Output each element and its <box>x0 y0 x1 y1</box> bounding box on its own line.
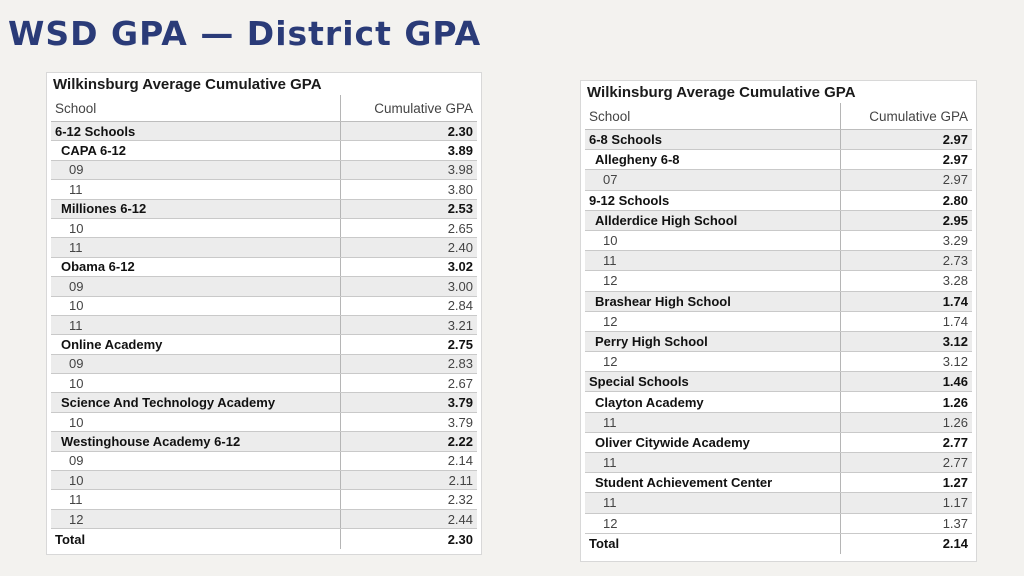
grade-row[interactable] <box>585 493 972 513</box>
row-label: Allegheny 6-8 <box>585 150 840 170</box>
left-gpa-table <box>51 95 477 549</box>
row-gpa-value: 3.89 <box>341 141 477 160</box>
column-header-gpa[interactable]: Cumulative GPA <box>341 95 477 122</box>
row-gpa-value: 1.26 <box>840 392 972 412</box>
row-label: Brashear High School <box>585 291 840 311</box>
row-label: Online Academy <box>51 335 341 354</box>
row-gpa-value: 3.02 <box>341 257 477 276</box>
row-gpa-value: 3.98 <box>341 160 477 179</box>
row-gpa-value: 2.67 <box>341 374 477 393</box>
grade-row[interactable] <box>585 311 972 331</box>
row-label: 11 <box>585 493 840 513</box>
row-gpa-value: 3.12 <box>840 331 972 351</box>
row-label: 11 <box>51 490 341 509</box>
grade-row[interactable] <box>51 315 477 334</box>
row-gpa-value: 1.27 <box>840 473 972 493</box>
row-label: 10 <box>51 412 341 431</box>
table-header-row <box>585 103 972 130</box>
row-gpa-value: 1.37 <box>840 513 972 533</box>
grade-row[interactable] <box>51 238 477 257</box>
school-row[interactable] <box>585 291 972 311</box>
row-label: 12 <box>51 509 341 528</box>
row-label: 09 <box>51 160 341 179</box>
row-label: 9-12 Schools <box>585 190 840 210</box>
grade-row[interactable] <box>51 509 477 528</box>
row-gpa-value: 2.11 <box>341 471 477 490</box>
group-row[interactable] <box>585 190 972 210</box>
grade-row[interactable] <box>51 490 477 509</box>
school-row[interactable] <box>51 199 477 218</box>
total-label: Total <box>585 533 840 554</box>
column-header-school[interactable]: School <box>51 95 341 122</box>
school-row[interactable] <box>51 335 477 354</box>
row-gpa-value: 2.65 <box>341 218 477 237</box>
row-gpa-value: 1.17 <box>840 493 972 513</box>
row-label: 11 <box>585 453 840 473</box>
right-gpa-table <box>585 103 972 554</box>
row-label: 09 <box>51 277 341 296</box>
row-gpa-value: 1.46 <box>840 372 972 392</box>
left-table-title: Wilkinsburg Average Cumulative GPA <box>53 76 322 93</box>
right-table-title: Wilkinsburg Average Cumulative GPA <box>587 84 856 101</box>
total-row[interactable] <box>51 529 477 550</box>
row-gpa-value: 2.40 <box>341 238 477 257</box>
row-label: CAPA 6-12 <box>51 141 341 160</box>
row-label: 11 <box>585 412 840 432</box>
row-label: Milliones 6-12 <box>51 199 341 218</box>
column-header-gpa[interactable]: Cumulative GPA <box>840 103 972 130</box>
row-label: 09 <box>51 354 341 373</box>
row-gpa-value: 2.80 <box>840 190 972 210</box>
row-label: 11 <box>51 238 341 257</box>
grade-row[interactable] <box>585 352 972 372</box>
row-label: 10 <box>51 218 341 237</box>
row-gpa-value: 2.73 <box>840 251 972 271</box>
row-label: 10 <box>585 230 840 250</box>
row-label: 10 <box>51 471 341 490</box>
row-gpa-value: 3.79 <box>341 393 477 412</box>
row-label: Allderdice High School <box>585 210 840 230</box>
row-gpa-value: 2.22 <box>341 432 477 451</box>
school-row[interactable] <box>585 150 972 170</box>
row-label: 12 <box>585 352 840 372</box>
table-header-row <box>51 95 477 122</box>
total-row[interactable] <box>585 533 972 554</box>
grade-row[interactable] <box>51 296 477 315</box>
row-label: 09 <box>51 451 341 470</box>
row-label: 10 <box>51 296 341 315</box>
grade-row[interactable] <box>51 218 477 237</box>
total-gpa-value: 2.30 <box>341 529 477 550</box>
row-gpa-value: 3.00 <box>341 277 477 296</box>
school-row[interactable] <box>585 210 972 230</box>
row-gpa-value: 3.29 <box>840 230 972 250</box>
total-gpa-value: 2.14 <box>840 533 972 554</box>
grade-row[interactable] <box>51 354 477 373</box>
row-gpa-value: 3.12 <box>840 352 972 372</box>
row-label: Science And Technology Academy <box>51 393 341 412</box>
row-label: Oliver Citywide Academy <box>585 432 840 452</box>
row-gpa-value: 3.79 <box>341 412 477 431</box>
group-row[interactable] <box>51 122 477 141</box>
row-label: Perry High School <box>585 331 840 351</box>
row-gpa-value: 2.77 <box>840 453 972 473</box>
school-row[interactable] <box>51 257 477 276</box>
row-gpa-value: 1.74 <box>840 311 972 331</box>
row-gpa-value: 3.21 <box>341 315 477 334</box>
row-label: 6-8 Schools <box>585 130 840 150</box>
row-label: 11 <box>585 251 840 271</box>
row-label: Student Achievement Center <box>585 473 840 493</box>
row-gpa-value: 2.32 <box>341 490 477 509</box>
grade-row[interactable] <box>585 170 972 190</box>
group-row[interactable] <box>585 372 972 392</box>
right-table-body <box>585 103 972 554</box>
row-label: 11 <box>51 180 341 199</box>
row-label: 12 <box>585 311 840 331</box>
row-gpa-value: 2.97 <box>840 130 972 150</box>
grade-row[interactable] <box>51 451 477 470</box>
row-label: 11 <box>51 315 341 334</box>
grade-row[interactable] <box>585 513 972 533</box>
row-gpa-value: 2.30 <box>341 122 477 141</box>
row-gpa-value: 2.97 <box>840 170 972 190</box>
left-gpa-table-panel <box>46 72 482 555</box>
row-gpa-value: 2.53 <box>341 199 477 218</box>
row-gpa-value: 2.14 <box>341 451 477 470</box>
grade-row[interactable] <box>585 271 972 291</box>
column-header-school[interactable]: School <box>585 103 840 130</box>
row-label: 10 <box>51 374 341 393</box>
page-title: WSD GPA — District GPA <box>8 14 482 53</box>
row-gpa-value: 2.97 <box>840 150 972 170</box>
row-label: 12 <box>585 271 840 291</box>
row-gpa-value: 2.95 <box>840 210 972 230</box>
school-row[interactable] <box>585 473 972 493</box>
row-label: Clayton Academy <box>585 392 840 412</box>
grade-row[interactable] <box>51 471 477 490</box>
grade-row[interactable] <box>585 230 972 250</box>
row-gpa-value: 2.83 <box>341 354 477 373</box>
right-gpa-table-panel <box>580 80 977 562</box>
school-row[interactable] <box>51 141 477 160</box>
row-label: Obama 6-12 <box>51 257 341 276</box>
row-gpa-value: 2.77 <box>840 432 972 452</box>
row-gpa-value: 3.28 <box>840 271 972 291</box>
grade-row[interactable] <box>585 412 972 432</box>
school-row[interactable] <box>51 432 477 451</box>
row-gpa-value: 2.84 <box>341 296 477 315</box>
row-gpa-value: 3.80 <box>341 180 477 199</box>
grade-row[interactable] <box>51 412 477 431</box>
row-label: 6-12 Schools <box>51 122 341 141</box>
total-label: Total <box>51 529 341 550</box>
row-gpa-value: 2.44 <box>341 509 477 528</box>
grade-row[interactable] <box>51 374 477 393</box>
grade-row[interactable] <box>51 180 477 199</box>
school-row[interactable] <box>585 432 972 452</box>
row-gpa-value: 2.75 <box>341 335 477 354</box>
grade-row[interactable] <box>585 251 972 271</box>
school-row[interactable] <box>585 331 972 351</box>
school-row[interactable] <box>51 393 477 412</box>
school-row[interactable] <box>585 392 972 412</box>
grade-row[interactable] <box>51 277 477 296</box>
group-row[interactable] <box>585 130 972 150</box>
row-label: Westinghouse Academy 6-12 <box>51 432 341 451</box>
row-gpa-value: 1.26 <box>840 412 972 432</box>
left-table-body <box>51 95 477 549</box>
grade-row[interactable] <box>585 453 972 473</box>
row-label: Special Schools <box>585 372 840 392</box>
row-gpa-value: 1.74 <box>840 291 972 311</box>
row-label: 07 <box>585 170 840 190</box>
row-label: 12 <box>585 513 840 533</box>
grade-row[interactable] <box>51 160 477 179</box>
